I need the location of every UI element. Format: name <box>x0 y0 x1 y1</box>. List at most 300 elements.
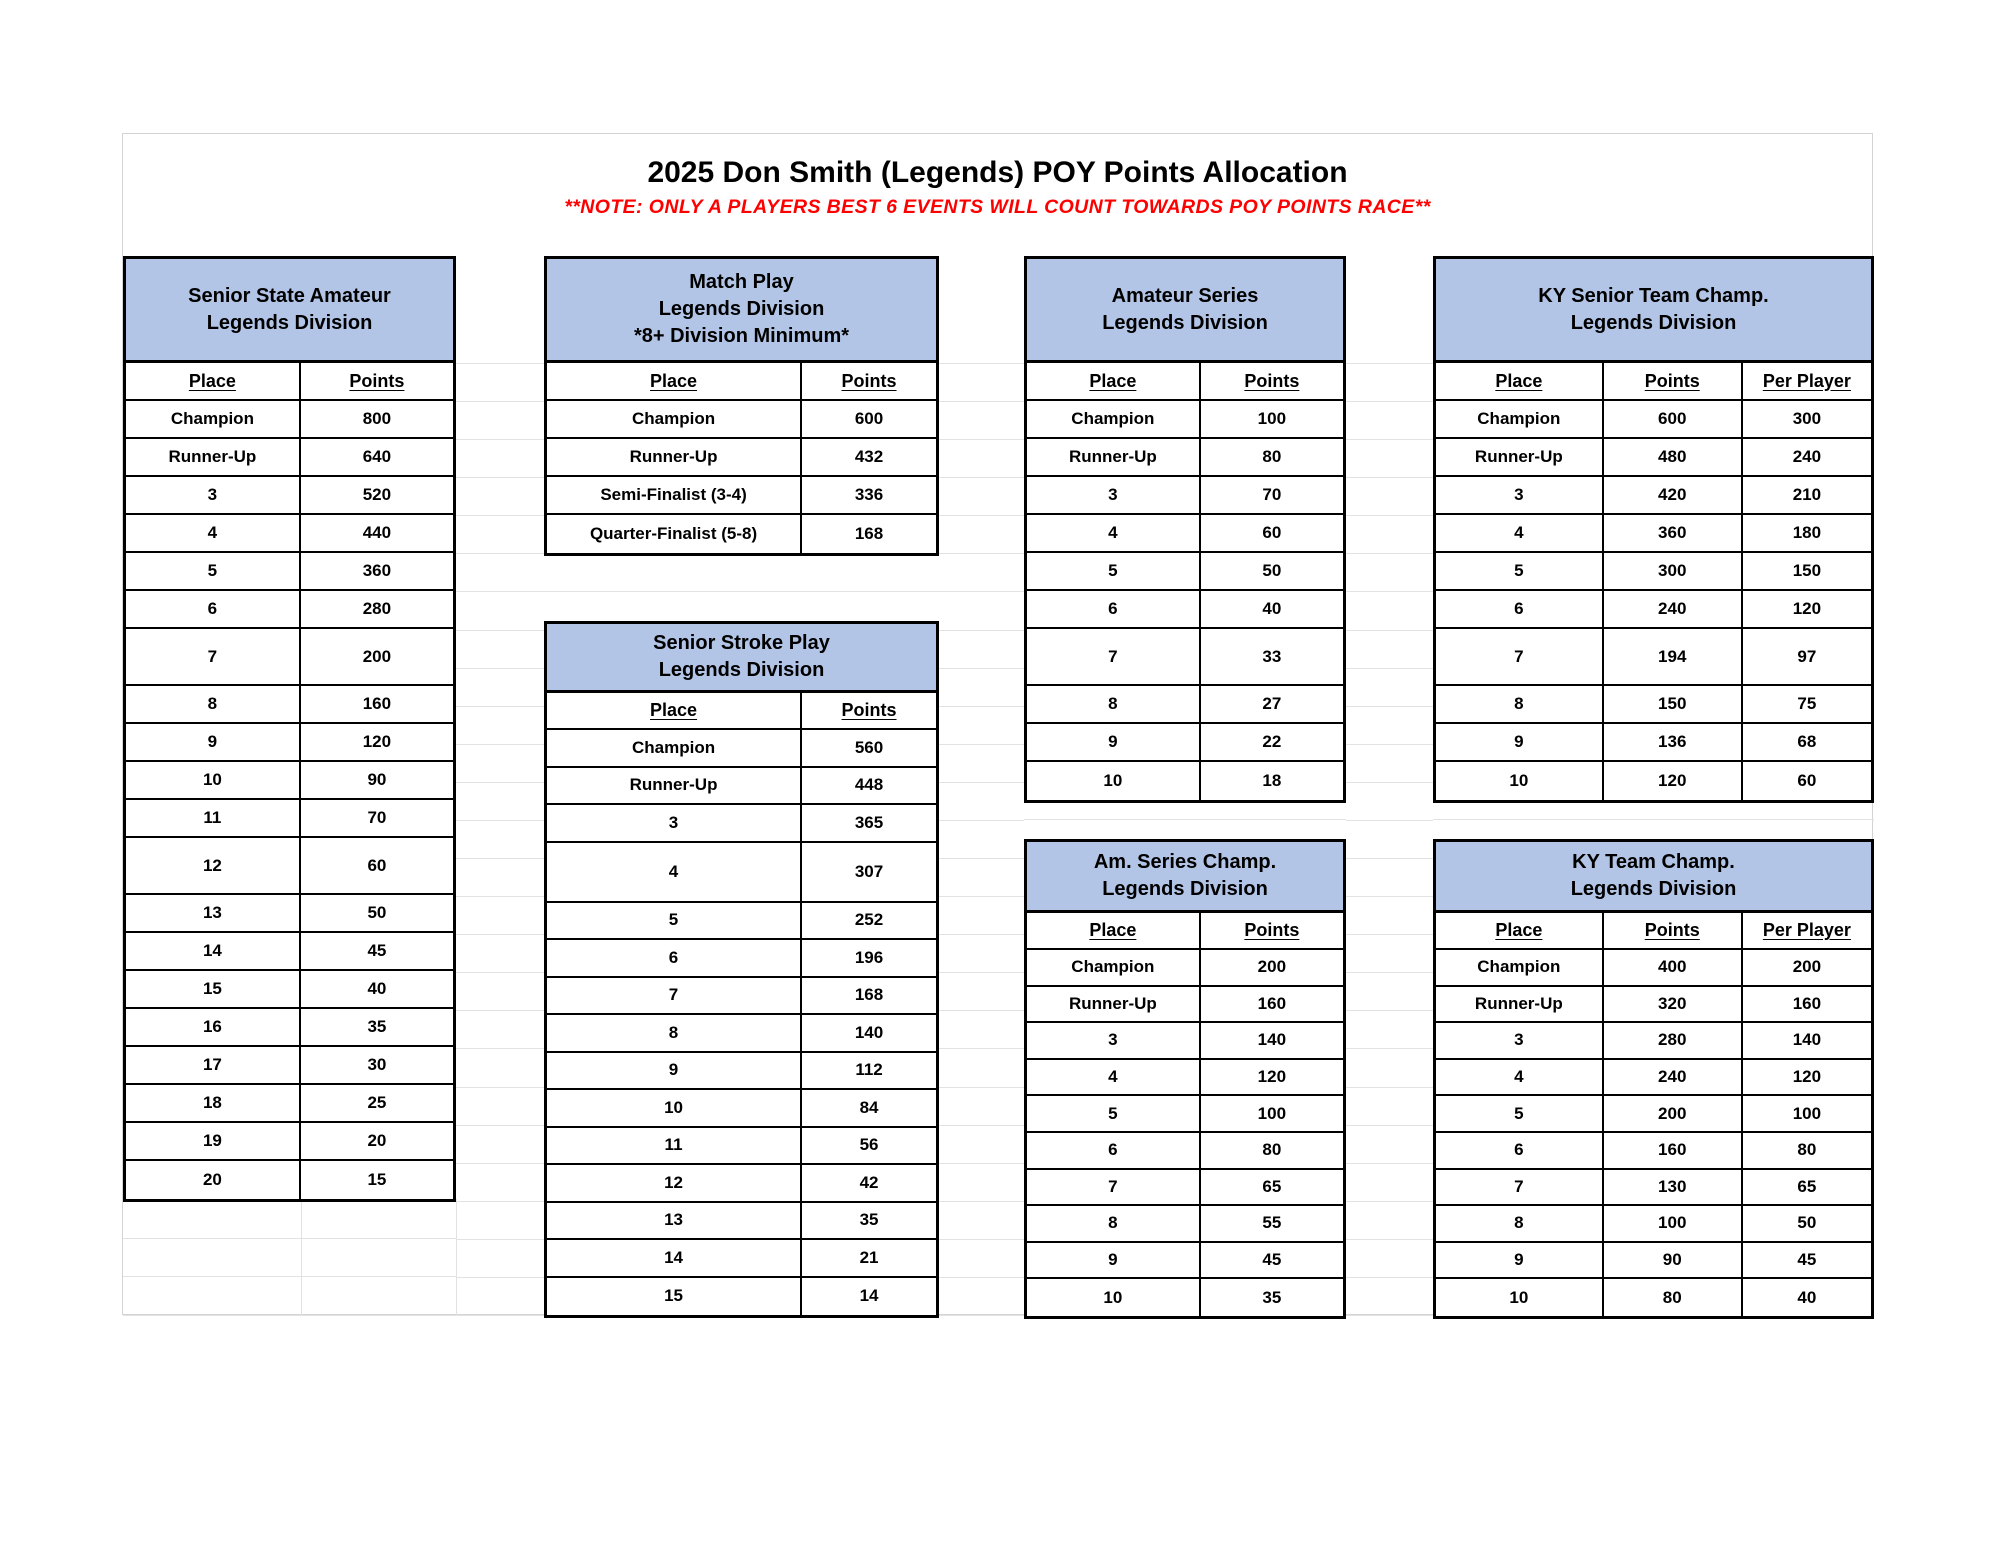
table-row <box>1027 987 1343 1024</box>
table-body <box>1024 363 1346 803</box>
table-cell: 160 <box>1257 993 1287 1013</box>
table-cell: Champion <box>1436 401 1604 437</box>
table-cell: 20 <box>367 1131 387 1150</box>
table-cell: 13 <box>126 895 301 931</box>
table-row <box>126 724 453 762</box>
table-row <box>1027 477 1343 515</box>
table-cell: 10 <box>1436 762 1604 800</box>
table-cell: 30 <box>367 1055 387 1074</box>
table-cell: 140 <box>854 1022 884 1042</box>
table-cell: 5 <box>1436 1096 1604 1131</box>
table-row <box>126 439 453 477</box>
gridline <box>456 1163 544 1164</box>
gridline <box>1346 1239 1433 1240</box>
table-cell: 180 <box>1792 523 1822 542</box>
table-row <box>1436 401 1871 439</box>
column-header-cell <box>1201 913 1343 948</box>
table-cell: 448 <box>854 775 884 795</box>
table-row <box>547 1053 936 1091</box>
column-header-cell <box>1436 363 1604 399</box>
table-cell: 6 <box>1436 591 1604 627</box>
gridline <box>939 1087 1024 1088</box>
table-cell: 4 <box>1436 515 1604 551</box>
table-cell: 400 <box>1604 950 1743 985</box>
table-row <box>1436 1279 1871 1316</box>
table-cell: 80 <box>1262 1140 1282 1160</box>
table-row <box>1436 762 1871 800</box>
column-header-label: Place <box>650 370 698 391</box>
gridline <box>456 668 544 669</box>
column-header-cell <box>802 363 936 399</box>
table-cell: 365 <box>854 812 884 832</box>
table-title-line: Senior State Amateur <box>188 284 391 307</box>
column-header-label: Points <box>1244 920 1300 940</box>
table-cell: 3 <box>547 805 802 841</box>
table-cell: 40 <box>1797 1287 1817 1307</box>
table-cell: 120 <box>1792 599 1822 618</box>
column-header-label: Place <box>1089 920 1137 940</box>
table-row <box>1436 439 1871 477</box>
gridline <box>456 744 544 745</box>
table-cell: 4 <box>1027 515 1201 551</box>
table-row <box>1436 1060 1871 1097</box>
table-row <box>547 1203 936 1241</box>
table-row <box>126 1123 453 1161</box>
table-cell: Runner-Up <box>547 768 802 804</box>
table-cell: 56 <box>859 1135 879 1155</box>
table-row <box>1027 629 1343 686</box>
table-cell: 8 <box>1027 1206 1201 1241</box>
table-row <box>126 515 453 553</box>
gridline <box>1346 706 1433 707</box>
gridline <box>939 896 1024 897</box>
gridline <box>939 630 1024 631</box>
column-header-label: Points <box>1244 370 1300 391</box>
table-cell: 65 <box>1797 1176 1817 1196</box>
table-row <box>1027 1133 1343 1170</box>
column-header-cell <box>1743 913 1871 948</box>
table-cell: 4 <box>126 515 301 551</box>
table-cell: 6 <box>1027 1133 1201 1168</box>
table-cell: 120 <box>1792 1067 1822 1087</box>
table-cell: 65 <box>1262 1176 1282 1196</box>
table-cell: 3 <box>1436 477 1604 513</box>
column-header-cell <box>547 693 802 728</box>
table-row <box>547 1278 936 1316</box>
table-header-senior-stroke-play <box>544 621 939 693</box>
table-senior-stroke-play <box>544 621 939 1318</box>
table-cell: 5 <box>547 903 802 939</box>
table-cell: 16 <box>126 1009 301 1045</box>
table-cell: 22 <box>1262 732 1282 751</box>
table-row <box>1027 1060 1343 1097</box>
table-row <box>547 940 936 978</box>
table-cell: 307 <box>854 861 884 881</box>
table-cell: 10 <box>1436 1279 1604 1316</box>
gridline <box>123 1315 456 1316</box>
table-cell: 40 <box>1262 599 1282 618</box>
table-cell: Champion <box>1027 950 1201 985</box>
table-row <box>547 515 936 553</box>
gridline <box>939 706 1024 707</box>
table-row <box>1027 762 1343 800</box>
table-cell: 9 <box>547 1053 802 1089</box>
table-cell: 10 <box>1027 1279 1201 1316</box>
column-header-label: Per Player <box>1762 920 1851 940</box>
table-row <box>1027 1243 1343 1280</box>
table-row <box>547 401 936 439</box>
column-header-label: Per Player <box>1762 370 1851 391</box>
table-row <box>547 1128 936 1166</box>
table-cell: 194 <box>1604 629 1743 684</box>
table-body <box>544 693 939 1318</box>
gridline <box>1346 782 1433 783</box>
gridline <box>301 1199 302 1315</box>
column-header-label: Points <box>1644 920 1700 940</box>
table-cell: 3 <box>1436 1023 1604 1058</box>
table-cell: 300 <box>1792 409 1822 428</box>
table-cell: 280 <box>362 599 392 618</box>
gridline <box>456 858 544 859</box>
column-header-cell <box>1436 913 1604 948</box>
table-cell: 10 <box>126 762 301 798</box>
table-cell: 6 <box>1436 1133 1604 1168</box>
table-cell: 130 <box>1604 1170 1743 1205</box>
table-row <box>126 477 453 515</box>
table-cell: 8 <box>126 686 301 722</box>
table-row <box>1436 629 1871 686</box>
table-cell: 15 <box>547 1278 802 1316</box>
table-cell: 200 <box>1257 957 1287 977</box>
gridline <box>939 1010 1024 1011</box>
table-body <box>1433 913 1874 1319</box>
table-cell: 10 <box>547 1090 802 1126</box>
table-cell: 35 <box>859 1210 879 1230</box>
table-cell: 97 <box>1797 646 1817 666</box>
table-cell: 360 <box>1604 515 1743 551</box>
gridline <box>939 401 1024 402</box>
table-cell: 19 <box>126 1123 301 1159</box>
gridline <box>456 363 544 364</box>
table-cell: 168 <box>854 524 884 543</box>
table-cell: 5 <box>1027 553 1201 589</box>
table-cell: 14 <box>859 1286 879 1306</box>
table-cell: 200 <box>1604 1096 1743 1131</box>
gridline <box>939 668 1024 669</box>
gridline <box>1346 401 1433 402</box>
table-title-line: Amateur Series <box>1111 284 1259 307</box>
table-cell: 20 <box>126 1161 301 1199</box>
table-cell: 4 <box>1027 1060 1201 1095</box>
table-cell: 8 <box>1027 686 1201 722</box>
table-cell: 9 <box>1027 724 1201 760</box>
table-title-line: Legends Division <box>1102 311 1268 334</box>
table-cell: 120 <box>1604 762 1743 800</box>
table-row <box>126 971 453 1009</box>
table-cell: 5 <box>1027 1096 1201 1131</box>
gridline <box>456 820 544 821</box>
table-amateur-series <box>1024 256 1346 803</box>
table-row <box>547 1240 936 1278</box>
table-row <box>126 800 453 838</box>
gridline <box>939 363 1024 364</box>
table-cell: 320 <box>1604 987 1743 1022</box>
gridline <box>1346 1315 1433 1316</box>
gridline <box>939 439 1024 440</box>
table-row <box>126 629 453 686</box>
gridline <box>939 553 1024 554</box>
table-row <box>1027 950 1343 987</box>
table-cell: Champion <box>1027 401 1201 437</box>
table-cell: 560 <box>854 737 884 757</box>
gridline <box>1346 515 1433 516</box>
table-body <box>544 363 939 556</box>
table-cell: 80 <box>1797 1140 1817 1160</box>
gridline <box>456 439 544 440</box>
column-header-label: Place <box>1495 920 1543 940</box>
table-cell: 100 <box>1604 1206 1743 1241</box>
table-cell: 300 <box>1604 553 1743 589</box>
table-row <box>1436 1133 1871 1170</box>
gridline <box>456 934 544 935</box>
table-row <box>1027 1279 1343 1316</box>
table-cell: 9 <box>1436 1243 1604 1278</box>
table-cell: 75 <box>1797 694 1817 713</box>
table-cell: 100 <box>1792 1103 1822 1123</box>
gridline <box>1346 363 1433 364</box>
column-header-cell <box>1027 913 1201 948</box>
table-cell: 280 <box>1604 1023 1743 1058</box>
table-cell: 100 <box>1257 409 1287 428</box>
table-body <box>1433 363 1874 803</box>
table-title-line: Am. Series Champ. <box>1093 851 1277 873</box>
table-header-match-play <box>544 256 939 363</box>
table-row <box>547 805 936 843</box>
table-cell: 480 <box>1604 439 1743 475</box>
gridline <box>456 1010 544 1011</box>
table-row <box>1027 1023 1343 1060</box>
gridline <box>1346 934 1433 935</box>
table-cell: 4 <box>1436 1060 1604 1095</box>
gridline <box>456 972 544 973</box>
table-cell: Quarter-Finalist (5-8) <box>547 515 802 553</box>
table-row <box>1436 950 1871 987</box>
gridline <box>1346 1163 1433 1164</box>
table-cell: Champion <box>1436 950 1604 985</box>
table-cell: 6 <box>547 940 802 976</box>
gridline <box>1346 1048 1433 1049</box>
table-cell: 140 <box>1257 1030 1287 1050</box>
table-row <box>126 1047 453 1085</box>
table-cell: 160 <box>1604 1133 1743 1168</box>
table-cell: Runner-Up <box>1436 987 1604 1022</box>
table-senior-state-amateur <box>123 256 456 1202</box>
gridline <box>123 1276 456 1277</box>
gridline <box>939 782 1024 783</box>
table-cell: 27 <box>1262 694 1282 713</box>
table-cell: 35 <box>1262 1287 1282 1307</box>
column-header-row <box>547 363 936 401</box>
table-row <box>1436 477 1871 515</box>
table-row <box>547 1090 936 1128</box>
table-cell: 45 <box>1797 1250 1817 1270</box>
table-cell: 11 <box>126 800 301 836</box>
table-row <box>547 730 936 768</box>
column-header-cell <box>301 363 453 399</box>
gridline <box>1024 819 1346 820</box>
column-header-row <box>126 363 453 401</box>
table-row <box>1436 1170 1871 1207</box>
table-cell: 120 <box>1257 1067 1287 1087</box>
column-header-label: Points <box>841 700 897 720</box>
table-cell: 21 <box>859 1247 879 1267</box>
table-cell: 7 <box>1436 1170 1604 1205</box>
gridline <box>939 1125 1024 1126</box>
table-cell: 240 <box>1604 1060 1743 1095</box>
table-row <box>1027 553 1343 591</box>
column-header-row <box>1027 363 1343 401</box>
table-cell: 3 <box>126 477 301 513</box>
column-header-cell <box>126 363 301 399</box>
table-cell: 84 <box>859 1097 879 1117</box>
gridline <box>1346 1201 1433 1202</box>
table-cell: 45 <box>1262 1250 1282 1270</box>
table-row <box>547 903 936 941</box>
table-cell: 12 <box>126 838 301 893</box>
table-row <box>126 933 453 971</box>
table-cell: 90 <box>1604 1243 1743 1278</box>
column-header-cell <box>547 363 802 399</box>
table-cell: 70 <box>1262 485 1282 504</box>
table-cell: Runner-Up <box>547 439 802 475</box>
table-cell: 13 <box>547 1203 802 1239</box>
table-cell: 150 <box>1792 561 1822 580</box>
table-header-amateur-series <box>1024 256 1346 363</box>
table-row <box>547 439 936 477</box>
table-row <box>547 1165 936 1203</box>
gridline <box>1433 819 1874 820</box>
table-title-line: KY Senior Team Champ. <box>1538 284 1769 307</box>
column-header-row <box>547 693 936 730</box>
table-cell: 68 <box>1797 732 1817 751</box>
gridline <box>939 1201 1024 1202</box>
column-header-row <box>1027 913 1343 950</box>
gridline <box>456 591 544 592</box>
table-title-line: Legends Division <box>1102 878 1268 900</box>
table-cell: 11 <box>547 1128 802 1164</box>
gridline <box>456 1315 544 1316</box>
table-cell: 9 <box>126 724 301 760</box>
column-header-cell <box>1027 363 1201 399</box>
table-cell: 50 <box>1262 561 1282 580</box>
table-row <box>1027 439 1343 477</box>
gridline <box>939 934 1024 935</box>
table-cell: Runner-Up <box>126 439 301 475</box>
table-row <box>1027 1206 1343 1243</box>
table-row <box>547 843 936 903</box>
gridline <box>456 630 544 631</box>
table-title-line: Senior Stroke Play <box>653 632 830 654</box>
column-header-cell <box>1604 913 1743 948</box>
table-row <box>547 1015 936 1053</box>
table-cell: Champion <box>126 401 301 437</box>
table-row <box>1027 1170 1343 1207</box>
table-cell: 7 <box>126 629 301 684</box>
gridline <box>456 1087 544 1088</box>
gridline <box>456 515 544 516</box>
gridline <box>1346 858 1433 859</box>
table-cell: 9 <box>1027 1243 1201 1278</box>
page-note: **NOTE: ONLY A PLAYERS BEST 6 EVENTS WILL COUNT TOWARDS POY POINTS RACE** <box>564 196 1431 218</box>
table-cell: 3 <box>1027 1023 1201 1058</box>
table-cell: 7 <box>1027 1170 1201 1205</box>
table-row <box>1027 401 1343 439</box>
table-row <box>1436 1023 1871 1060</box>
gridline <box>456 896 544 897</box>
table-cell: 432 <box>854 447 884 466</box>
gridline <box>1346 1087 1433 1088</box>
table-row <box>1436 515 1871 553</box>
table-row <box>547 978 936 1016</box>
table-cell: 100 <box>1257 1103 1287 1123</box>
table-cell: 40 <box>367 979 387 998</box>
gridline <box>939 1163 1024 1164</box>
gridline <box>939 820 1024 821</box>
gridline <box>456 1277 544 1278</box>
gridline <box>1346 820 1433 821</box>
table-row <box>126 1085 453 1123</box>
table-row <box>1436 1096 1871 1133</box>
table-cell: 18 <box>1262 771 1282 790</box>
table-cell: Runner-Up <box>1027 987 1201 1022</box>
gridline <box>123 1238 456 1239</box>
gridline <box>1346 591 1433 592</box>
table-cell: 160 <box>362 694 392 713</box>
gridline <box>939 515 1024 516</box>
table-cell: 55 <box>1262 1213 1282 1233</box>
column-header-label: Place <box>650 700 698 720</box>
gridline <box>456 477 544 478</box>
gridline <box>939 1239 1024 1240</box>
table-cell: 9 <box>1436 724 1604 760</box>
table-cell: 42 <box>859 1172 879 1192</box>
table-title-line: Match Play <box>689 271 794 293</box>
table-title-line: *8+ Division Minimum* <box>633 325 850 347</box>
table-cell: 200 <box>362 646 392 666</box>
table-row <box>1436 1206 1871 1243</box>
table-cell: 14 <box>547 1240 802 1276</box>
table-row <box>1436 1243 1871 1280</box>
table-am-series-champ <box>1024 839 1346 1319</box>
gridline <box>939 477 1024 478</box>
gridline <box>1346 477 1433 478</box>
table-cell: 252 <box>854 910 884 930</box>
table-cell: 60 <box>367 855 387 875</box>
table-cell: 168 <box>854 985 884 1005</box>
table-match-play <box>544 256 939 556</box>
column-header-label: Place <box>1495 370 1543 391</box>
table-cell: 10 <box>1027 762 1201 800</box>
table-cell: 60 <box>1262 523 1282 542</box>
table-cell: 120 <box>362 732 392 751</box>
gridline <box>456 706 544 707</box>
table-title-line: KY Team Champ. <box>1572 851 1735 873</box>
table-row <box>1027 1096 1343 1133</box>
table-row <box>126 401 453 439</box>
gridline <box>456 1239 544 1240</box>
gridline <box>456 1048 544 1049</box>
table-header-ky-senior-team-champ <box>1433 256 1874 363</box>
